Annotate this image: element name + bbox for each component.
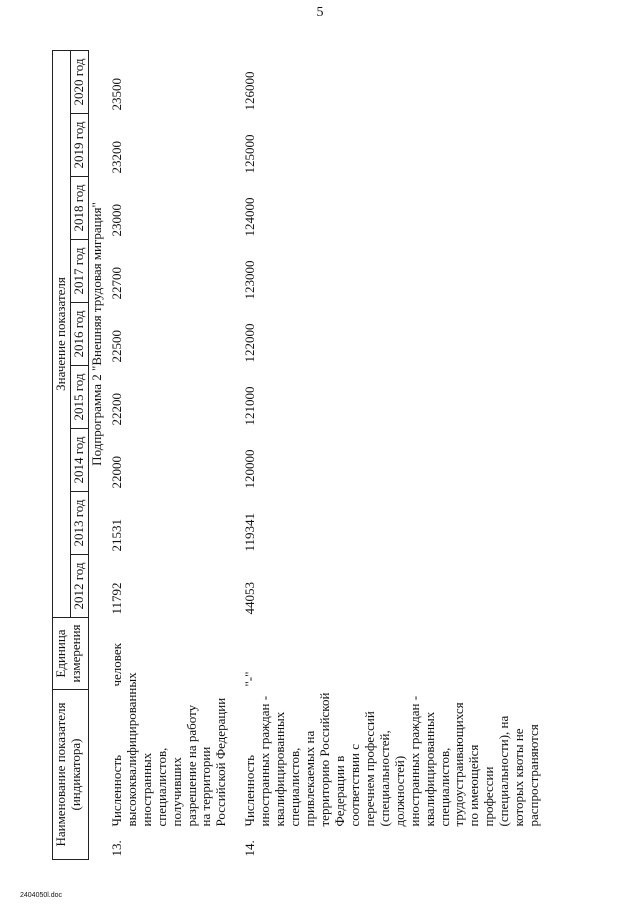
value-cell: 22500 [108, 330, 124, 363]
value-cell: 122000 [242, 323, 258, 363]
indicators-table [52, 50, 552, 860]
value-cell: 23500 [108, 78, 124, 111]
unit-cell: "-" [242, 671, 258, 687]
header-year: 2014 год [70, 429, 88, 492]
header-indicator-name: Наименование показателя (индикатора) [53, 690, 89, 860]
value-cell: 21531 [108, 519, 124, 552]
header-unit: Единица измерения [53, 618, 89, 690]
value-cell: 120000 [242, 449, 258, 489]
table-row [239, 51, 552, 860]
value-cell: 44053 [242, 582, 258, 615]
subprogram-row [88, 51, 105, 860]
indicator-name: Численность высококвалифицированных иностранных специалистов, получивших разрешение на работу на территории Российской Федерации [108, 672, 229, 827]
value-cell: 22200 [108, 393, 124, 426]
value-cell: 126000 [242, 71, 258, 111]
value-cell: 23000 [108, 204, 124, 237]
row-number: 13. [108, 840, 124, 857]
value-cell: 11792 [108, 582, 124, 615]
value-cell: 22000 [108, 456, 124, 489]
indicator-name: Численность иностранных граждан - квалифицированных специалистов, привлекаемых на территорию Российской Федерации в соответствии с перечнем профессий (специальностей, должностей) иностранных граждан - квалифицированных специалистов, трудоустраивающихся по имеющейся профессии (специальности), на которых квоты не распространяются [242, 692, 542, 827]
document-footer: 2404050l.doc [20, 892, 63, 899]
value-cell: 23200 [108, 141, 124, 174]
header-year: 2013 год [70, 492, 88, 555]
value-cell: 121000 [242, 386, 258, 426]
value-cell: 22700 [108, 267, 124, 300]
table-row [106, 51, 240, 860]
header-year: 2018 год [70, 177, 88, 240]
header-year: 2016 год [70, 303, 88, 366]
header-year: 2017 год [70, 240, 88, 303]
header-year: 2012 год [70, 555, 88, 618]
subprogram-title: Подпрограмма 2 "Внешняя трудовая миграция" [88, 202, 104, 466]
unit-cell: человек [108, 643, 124, 687]
header-year: 2020 год [70, 51, 88, 114]
header-value-group: Значение показателя [53, 51, 71, 618]
value-cell: 119341 [242, 512, 258, 552]
rotated-table-container [52, 50, 597, 860]
value-cell: 124000 [242, 197, 258, 237]
header-year: 2019 год [70, 114, 88, 177]
value-cell: 123000 [242, 260, 258, 300]
page-number: 5 [316, 5, 324, 20]
row-number: 14. [242, 840, 258, 857]
value-cell: 125000 [242, 134, 258, 174]
header-year: 2015 год [70, 366, 88, 429]
